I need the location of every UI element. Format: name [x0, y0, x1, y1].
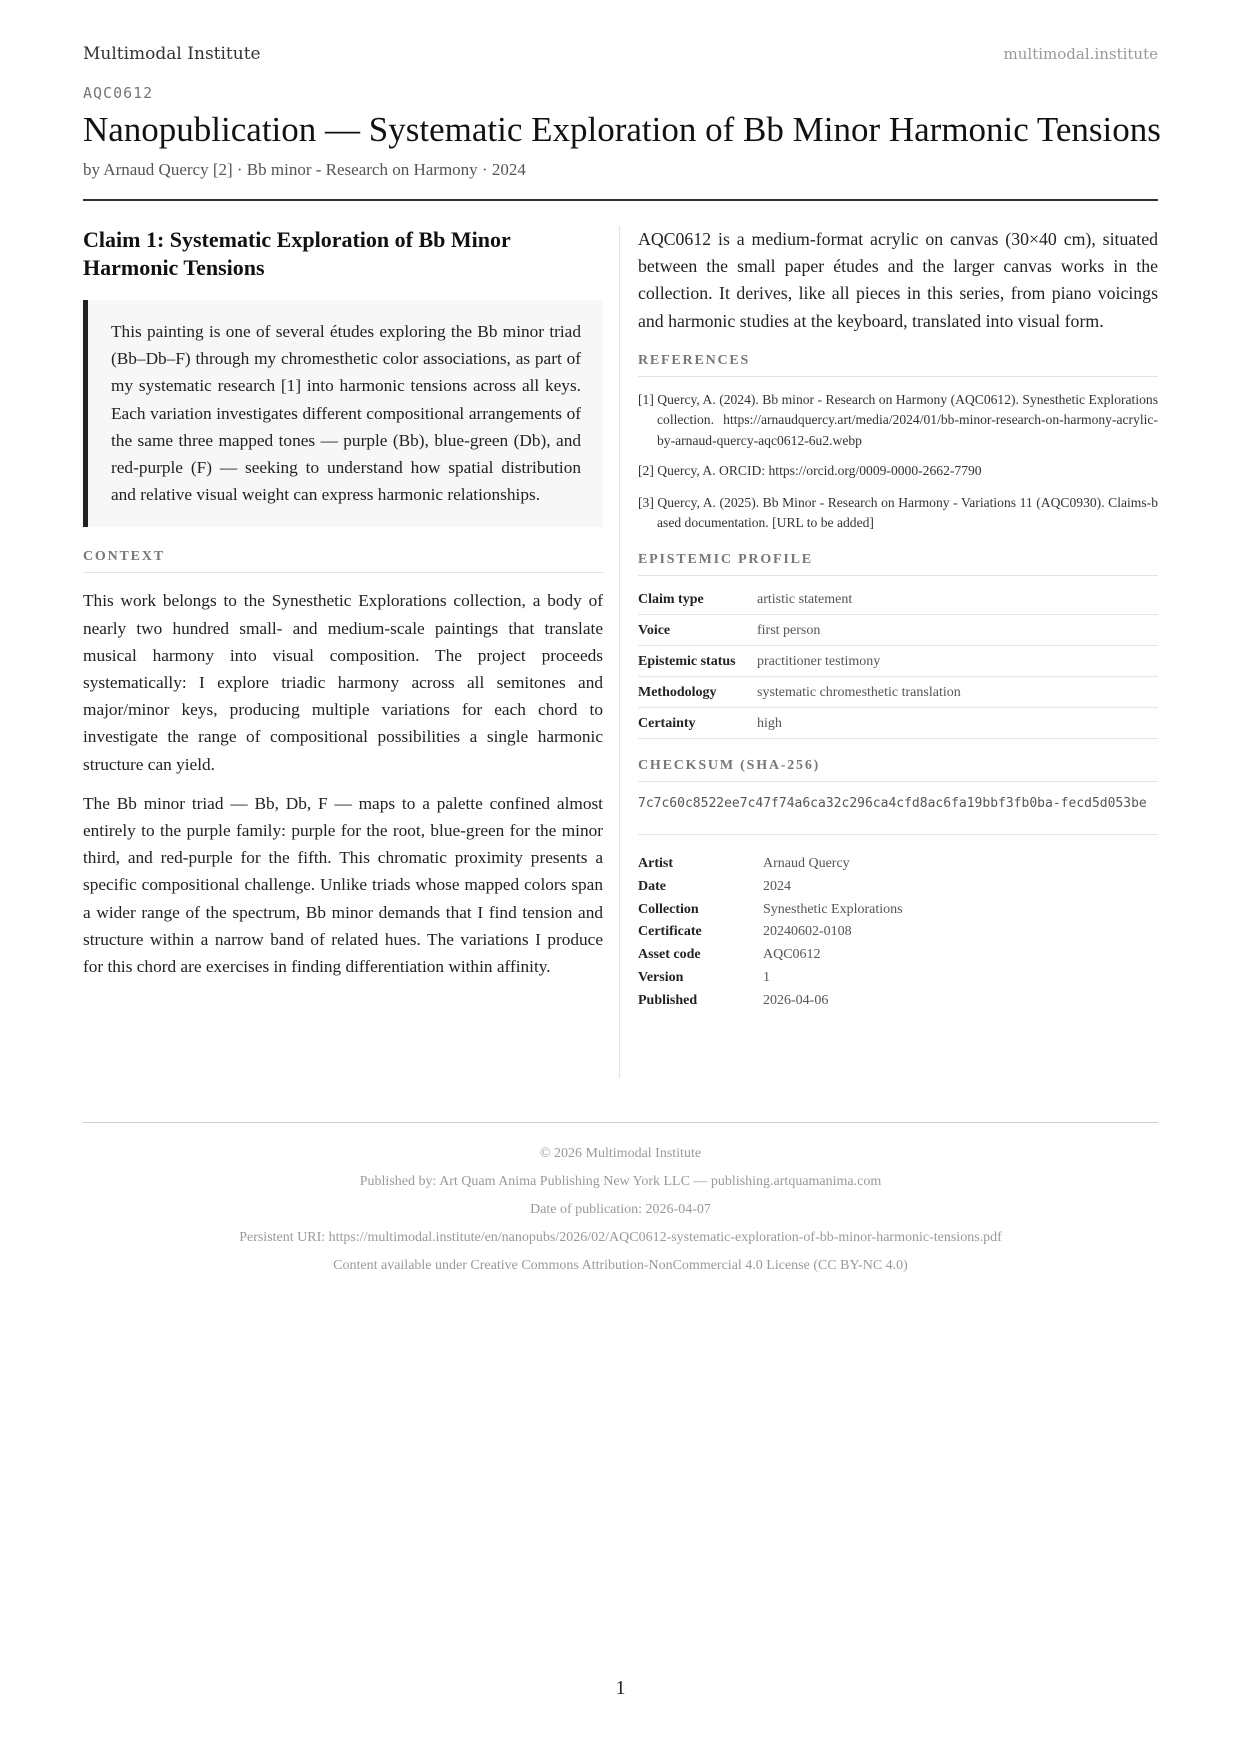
table-row — [638, 990, 903, 1013]
context-paragraph: This work belongs to the Synesthetic Explorations collection, a body of nearly two hundred small- and medium-scale paintings that translate musical harmony into visual composition. The project proceeds systematically: I explore triadic harmony across all semitones and major/minor keys, producing multiple variations for each chord to investigate the range of compositional possibilities a single harmonic structure can yield. — [83, 591, 603, 774]
footer-copyright: © 2026 Multimodal Institute — [539, 1146, 702, 1161]
footer-license: Content available under Creative Commons Attribution-NonCommercial 4.0 License (CC BY-NC 4.0) — [333, 1258, 908, 1273]
reference-item: [3] Quercy, A. (2025). Bb Minor - Research on Harmony - Variations 11 (AQC0930). Claims-based documentation. [URL to be added] — [638, 494, 1158, 531]
header-divider — [83, 199, 1158, 201]
metadata-key: Collection — [638, 901, 699, 917]
table-row — [638, 944, 903, 967]
table-row — [638, 899, 903, 922]
metadata-key: Date — [638, 879, 666, 895]
claim-title: Claim 1: Systematic Exploration of Bb Minor Harmonic Tensions — [83, 227, 511, 280]
checksum-value: 7c7c60c8522ee7c47f74a6ca32c296ca4cfd8ac6fa19bbf3fb0ba-fecd5d053be — [638, 794, 1158, 835]
profile-value: artistic statement — [757, 584, 1158, 615]
profile-key: Certainty — [638, 708, 757, 739]
profile-key: Methodology — [638, 677, 757, 708]
table-row — [638, 615, 1158, 646]
institute-name: Multimodal Institute — [83, 44, 261, 64]
reference-item[interactable]: [2] Quercy, A. ORCID: https://orcid.org/0009-0000-2662-7790 — [638, 463, 982, 479]
claim-quote: This painting is one of several études exploring the Bb minor triad (Bb–Db–F) through my chromesthetic color associations, as part of my systematic research [1] into harmonic tensions across all keys. Each variation investigates different compositional arrangements of the same three mapped tones — purple (Bb), blue-green (Db), and red-purple (F) — seeking to understand how spatial distribution and relative visual weight can express harmonic relationships. — [83, 300, 603, 527]
left-column — [83, 226, 603, 980]
metadata-key: Published — [638, 992, 698, 1008]
metadata-key: Asset code — [638, 947, 701, 963]
reference-item[interactable]: [1] Quercy, A. (2024). Bb minor - Research on Harmony (AQC0612). Synesthetic Explorations collection. https://arnaudquercy.art/media/2024/01/bb-minor-research-on-harmony-acrylic-by-arnaud-quercy-aqc0612-6u2.webp — [638, 391, 1158, 448]
page-header — [83, 44, 1158, 64]
profile-value: practitioner testimony — [757, 646, 1158, 677]
profile-value: first person — [757, 615, 1158, 646]
footer-uri[interactable]: Persistent URI: https://multimodal.institute/en/nanopubs/2026/02/AQC0612-systematic-exploration-of-bb-minor-harmonic-tensions.pdf — [239, 1230, 1002, 1245]
checksum-heading: CHECKSUM (SHA-256) — [638, 758, 1158, 782]
metadata-value: AQC0612 — [763, 947, 821, 963]
epistemic-profile-table — [638, 584, 1158, 740]
references-heading: REFERENCES — [638, 353, 1158, 377]
metadata-key: Version — [638, 969, 684, 985]
right-column — [638, 226, 1158, 1012]
metadata-value: Synesthetic Explorations — [763, 901, 903, 917]
footer-date: Date of publication: 2026-04-07 — [530, 1202, 711, 1217]
page-footer — [83, 1140, 1158, 1280]
table-row — [638, 584, 1158, 615]
metadata-key: Certificate — [638, 924, 702, 940]
context-heading: CONTEXT — [83, 549, 603, 573]
metadata-value: 2024 — [763, 879, 791, 895]
profile-value: systematic chromesthetic translation — [757, 677, 1158, 708]
footer-publisher: Published by: Art Quam Anima Publishing New York LLC — publishing.artquamanima.com — [359, 1174, 882, 1189]
table-row — [638, 646, 1158, 677]
table-row — [638, 677, 1158, 708]
document-page — [83, 0, 1161, 1754]
epistemic-profile-heading: EPISTEMIC PROFILE — [638, 552, 1158, 576]
table-row — [638, 853, 903, 876]
profile-key: Epistemic status — [638, 646, 757, 677]
byline: by Arnaud Quercy [2] · Bb minor - Research on Harmony · 2024 — [83, 160, 526, 179]
metadata-value: Arnaud Quercy — [763, 856, 850, 872]
table-row — [638, 921, 903, 944]
document-code: AQC0612 — [83, 84, 154, 102]
profile-value: high — [757, 708, 1158, 739]
table-row — [638, 876, 903, 899]
metadata-table — [638, 853, 903, 1012]
institute-site[interactable]: multimodal.institute — [1003, 45, 1158, 63]
footer-divider — [83, 1122, 1158, 1123]
table-row — [638, 967, 903, 990]
document-title: Nanopublication — Systematic Exploration of Bb Minor Harmonic Tensions — [83, 110, 1161, 149]
profile-key: Voice — [638, 615, 757, 646]
table-row — [638, 708, 1158, 739]
intro-paragraph: AQC0612 is a medium-format acrylic on canvas (30×40 cm), situated between the small paper études and the larger canvas works in the collection. It derives, like all pieces in this series, from piano voicings and harmonic studies at the keyboard, translated into visual form. — [638, 229, 1158, 331]
profile-key: Claim type — [638, 584, 757, 615]
page-number: 1 — [615, 1677, 626, 1699]
metadata-value: 2026-04-06 — [763, 992, 829, 1008]
context-paragraph: The Bb minor triad — Bb, Db, F — maps to a palette confined almost entirely to the purple family: purple for the root, blue-green for the minor third, and red-purple for the fifth. This chromatic proximity presents a specific compositional challenge. Unlike triads whose mapped colors span a wider range of the spectrum, Bb minor demands that I find tension and structure within a narrow band of related hues. The variations I produce for this chord are exercises in finding differentiation within affinity. — [83, 793, 603, 977]
metadata-key: Artist — [638, 856, 673, 872]
metadata-value: 20240602-0108 — [763, 924, 852, 940]
column-divider — [619, 226, 620, 1078]
metadata-value: 1 — [763, 969, 770, 985]
